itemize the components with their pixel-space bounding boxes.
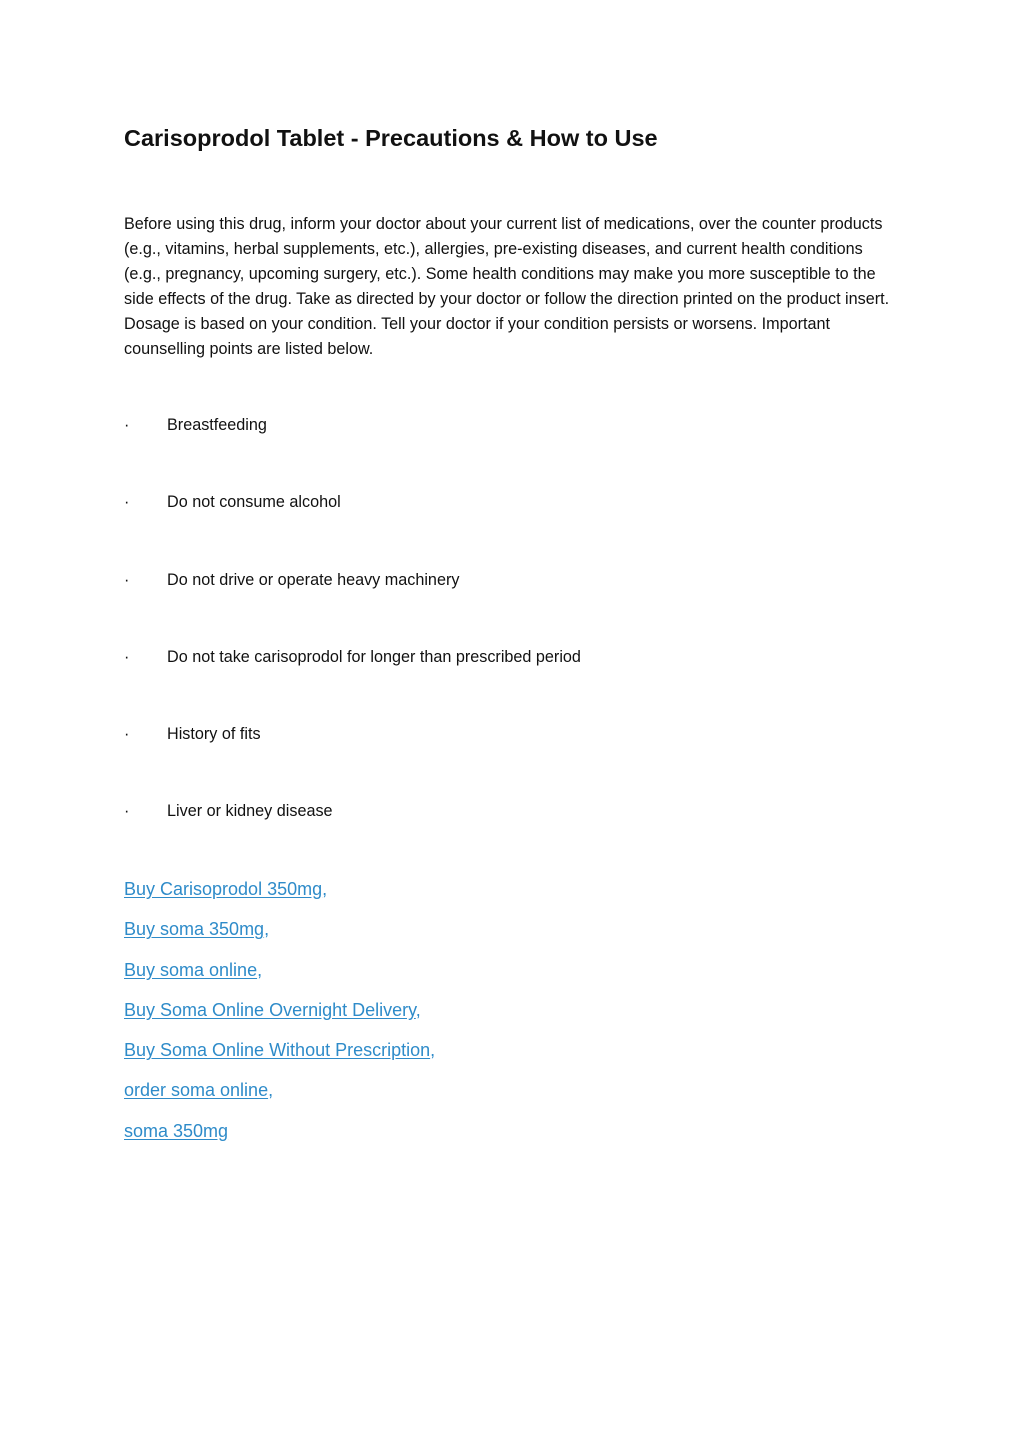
link-soma-350mg[interactable]: soma 350mg <box>124 1120 229 1141</box>
list-item <box>124 568 581 645</box>
link-separator: , <box>264 919 270 940</box>
link-buy-soma-without-prescription[interactable]: Buy Soma Online Without Prescription <box>124 1040 431 1061</box>
link-separator: , <box>430 1040 436 1061</box>
list-item-text: History of fits <box>167 725 261 744</box>
list-item-text: Do not consume alcohol <box>167 493 341 512</box>
link-separator: , <box>415 999 421 1020</box>
list-item-text: Breastfeeding <box>167 416 267 434</box>
bullet-icon: · <box>124 416 130 434</box>
intro-paragraph: Before using this drug, inform your doctor about your current list of medications, over the counter products (e.g., vitamins, herbal supplements, etc.), allergies, pre-existing diseases, and current health conditions (e.g., pregnancy, upcoming surgery, etc.). Some health conditions may make you more susceptible to the side effects of the drug. Take as directed by your doctor or follow the direction printed on the product insert. Dosage is based on your condition. Tell your doctor if your condition persists or worsens. Important counselling points are listed below. <box>124 215 890 358</box>
bullet-icon: · <box>124 493 130 512</box>
list-item-text: Do not drive or operate heavy machinery <box>167 570 460 589</box>
bullet-icon: · <box>124 647 130 666</box>
link-row <box>124 1036 435 1076</box>
page-title: Carisoprodol Tablet - Precautions & How to Use <box>124 125 658 151</box>
link-row <box>124 996 435 1036</box>
link-buy-soma-overnight-delivery[interactable]: Buy Soma Online Overnight Delivery <box>124 999 416 1020</box>
link-separator: , <box>257 959 263 980</box>
bullet-icon: · <box>124 725 130 744</box>
bullet-icon: · <box>124 802 130 821</box>
list-item <box>124 490 581 567</box>
link-row <box>124 1117 435 1157</box>
link-buy-carisoprodol-350mg[interactable]: Buy Carisoprodol 350mg <box>124 879 323 899</box>
link-row <box>124 875 435 915</box>
link-buy-soma-350mg[interactable]: Buy soma 350mg <box>124 919 265 940</box>
list-item <box>124 722 581 799</box>
link-row <box>124 915 435 955</box>
list-item <box>124 645 581 722</box>
bullet-icon: · <box>124 570 130 589</box>
list-item <box>124 413 581 490</box>
list-item <box>124 799 581 876</box>
link-order-soma-online[interactable]: order soma online <box>124 1080 269 1101</box>
link-buy-soma-online[interactable]: Buy soma online <box>124 959 258 980</box>
link-list <box>124 875 435 1157</box>
link-row <box>124 1076 435 1116</box>
precautions-list <box>124 413 581 877</box>
link-row <box>124 956 435 996</box>
link-separator: , <box>322 879 328 899</box>
link-separator: , <box>268 1080 274 1101</box>
list-item-text: Liver or kidney disease <box>167 802 333 821</box>
list-item-text: Do not take carisoprodol for longer than prescribed period <box>167 647 581 666</box>
